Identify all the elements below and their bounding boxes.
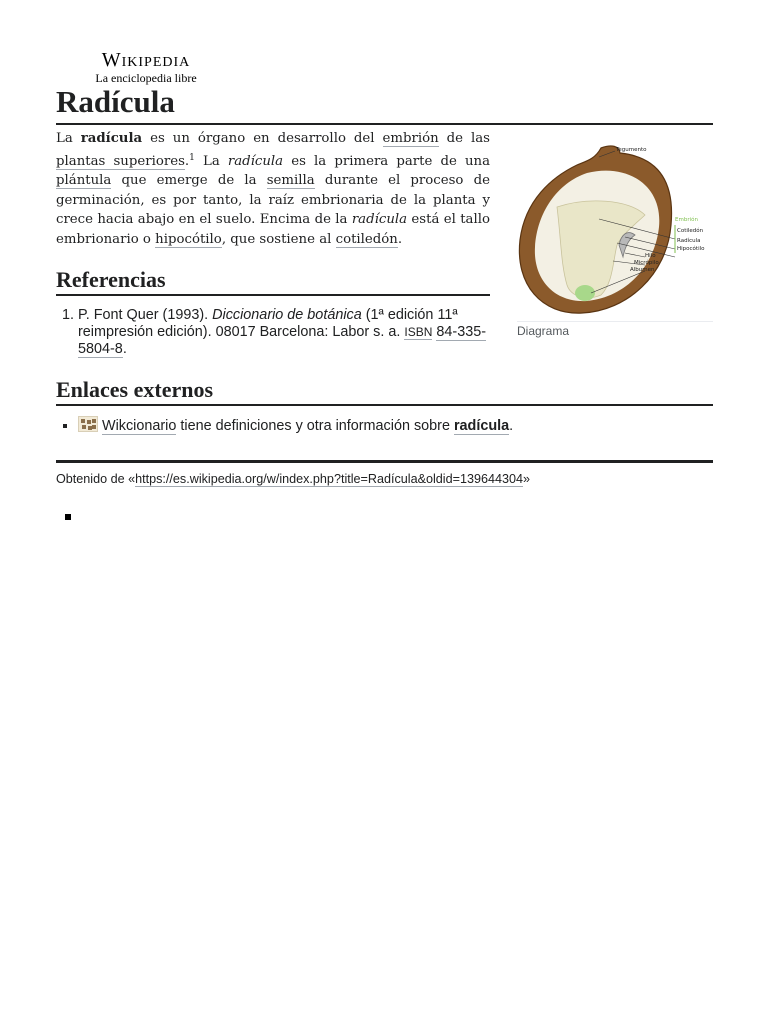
external-links-heading: Enlaces externos — [56, 376, 713, 406]
lead-link[interactable]: plántula — [56, 173, 112, 189]
lead-link[interactable]: hipocótilo — [155, 231, 222, 247]
lead-text: es la primera parte de una — [283, 153, 491, 169]
lead-text: , que sostiene al — [221, 231, 336, 247]
wikipedia-logo[interactable] — [76, 50, 216, 85]
wiktionary-icon — [78, 416, 98, 432]
retrieved-from — [56, 471, 530, 487]
lead-text: que emerge de la — [111, 173, 267, 189]
lead-link[interactable]: semilla — [266, 173, 315, 189]
lead-text: es un órgano en desarrollo del — [142, 131, 383, 146]
term-link[interactable]: radícula — [453, 418, 510, 434]
footer-divider — [56, 460, 713, 463]
lead-text: La — [194, 153, 228, 169]
lead-text: está el tallo embrionario o — [56, 212, 490, 247]
label-micropilo: Micrópilo — [634, 260, 659, 266]
lead-text: durante el proceso de germinación, es por tanto, la raíz embrionaria de la planta y crece hacia abajo en el suelo. Encima de la — [56, 173, 490, 228]
lead-text: . — [397, 231, 403, 247]
page-title: Radícula — [56, 82, 713, 125]
external-links-list — [56, 416, 735, 436]
seed-diagram[interactable] — [517, 135, 713, 319]
logo-tagline: La enciclopedia libre — [95, 71, 197, 85]
lead-link[interactable]: embrión — [382, 131, 439, 146]
retrieved-suffix: » — [523, 472, 531, 486]
lead-bold: radícula — [80, 131, 143, 146]
reference-title: Diccionario de botánica — [212, 307, 362, 323]
label-embrion: Embrión — [675, 217, 698, 223]
isbn-link[interactable]: ISBN — [404, 324, 433, 339]
retrieved-prefix: Obtenido de « — [56, 472, 136, 486]
infobox-caption: Diagrama — [517, 321, 713, 338]
label-hilo: Hilo — [645, 253, 656, 259]
external-link-item — [78, 416, 735, 436]
lead-text: de las — [438, 131, 491, 146]
references-heading: Referencias — [56, 266, 490, 296]
reference-end: . — [122, 340, 127, 357]
label-albumen: Albumen — [630, 267, 655, 273]
label-cotiledon: Cotiledón — [677, 228, 704, 234]
lead-paragraph — [56, 129, 490, 250]
reference-details: (1ª edición 11ª reimpresión edición). 08017 Barcelona: Labor s. a. — [78, 307, 458, 340]
reference-author: P. Font Quer (1993). — [78, 307, 213, 323]
lead-italic: radícula — [351, 212, 408, 228]
lead-link[interactable]: plantas superiores — [56, 153, 185, 169]
isbn-number-link[interactable]: 84-335-5804-8 — [78, 323, 487, 357]
wikcionario-link[interactable]: Wikcionario — [102, 418, 177, 434]
lead-link[interactable]: cotiledón — [335, 231, 398, 247]
lead-text: . — [184, 153, 190, 169]
permanent-link[interactable]: https://es.wikipedia.org/w/index.php?title=Radícula&oldid=139644304 — [135, 472, 523, 486]
reference-item — [78, 307, 512, 357]
infobox — [517, 135, 713, 338]
logo-wordmark: Wikipedia — [101, 49, 191, 71]
label-hipocotilo: Hipocótilo — [677, 246, 705, 252]
label-radicula: Radícula — [677, 238, 701, 244]
radicle-area — [575, 285, 595, 301]
lead-text: La — [56, 131, 81, 146]
empty-list-bullet — [65, 514, 71, 520]
external-link-end: . — [509, 418, 514, 434]
label-tegumento: Tegumento — [616, 147, 647, 153]
references-list — [56, 307, 512, 357]
external-link-text: tiene definiciones y otra información sobre — [176, 418, 454, 434]
citation-sup[interactable]: 1 — [189, 152, 195, 163]
lead-italic: radícula — [227, 153, 284, 169]
